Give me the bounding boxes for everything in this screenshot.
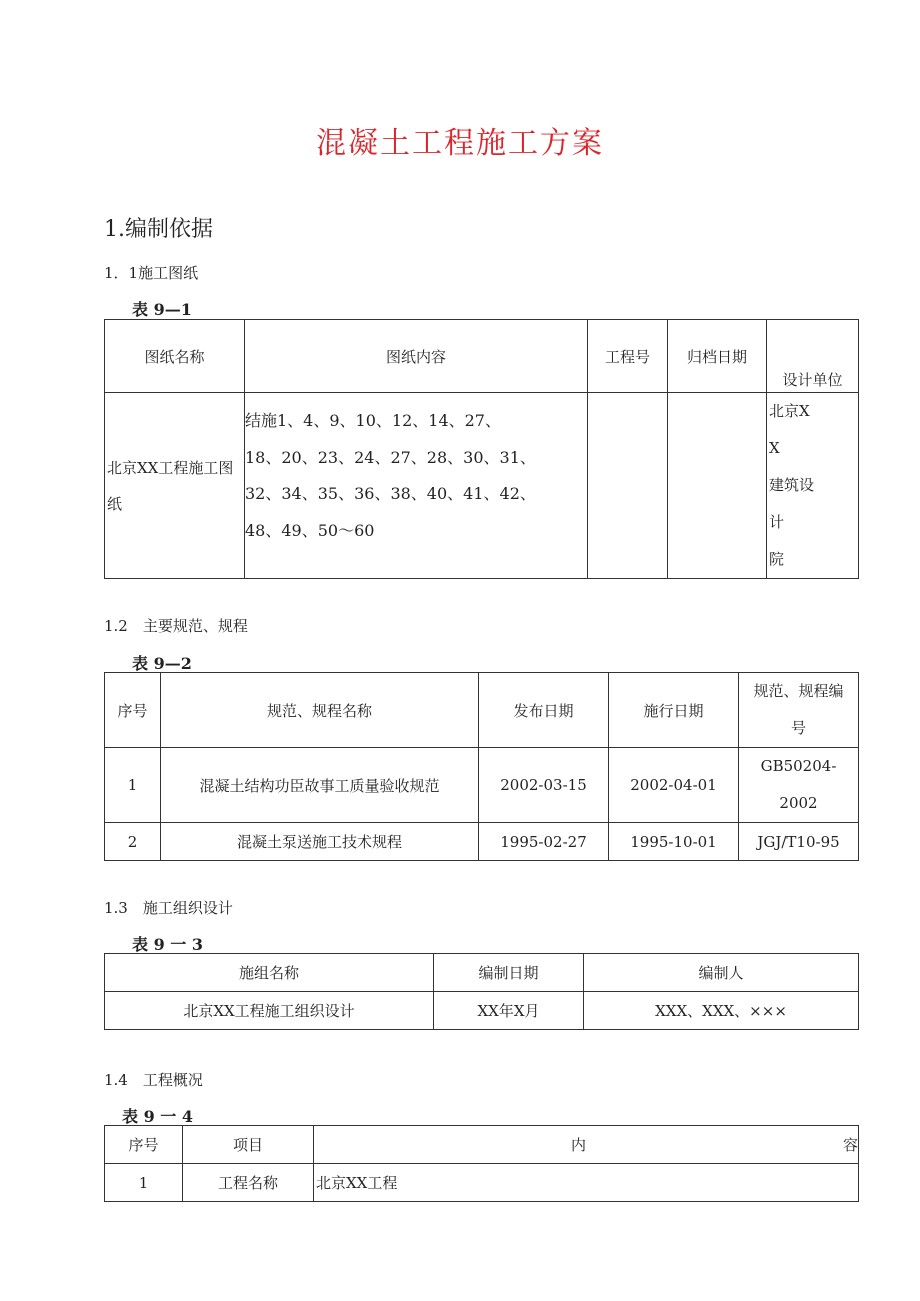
design-date: XX年X月 <box>434 992 584 1030</box>
designer-line: 建筑设 <box>769 476 815 494</box>
drawing-name: 北京XX工程施工图纸 <box>107 458 234 513</box>
row-number: 2 <box>105 823 161 861</box>
table-caption-9-3: 表 9 一 3 <box>132 935 203 954</box>
table-header: 规范、规程名称 <box>161 673 479 748</box>
table-caption-9-2: 表 9—2 <box>132 654 192 673</box>
table-header: 施组名称 <box>105 954 434 992</box>
row-number: 1 <box>105 1164 183 1202</box>
section-heading-1: 1.编制依据 <box>104 217 213 242</box>
drawing-content-line: 32、34、35、36、38、40、41、42、 <box>245 484 536 503</box>
publish-date: 1995-02-27 <box>479 823 609 861</box>
table-caption-9-4: 表 9 一 4 <box>122 1107 193 1126</box>
designer-line: 计 <box>769 513 785 531</box>
table-header: 编制人 <box>584 954 859 992</box>
designer-line: 北京X <box>769 402 810 420</box>
design-author: XXX、XXX、××× <box>584 992 859 1030</box>
code-line: 2002 <box>779 794 818 812</box>
table-header-content <box>314 1126 859 1164</box>
table-header <box>739 673 859 748</box>
standard-code: JGJ/T10-95 <box>739 823 859 861</box>
standards-table <box>104 672 859 861</box>
project-no-cell <box>588 393 668 579</box>
table-header: 设计单位 <box>767 320 859 393</box>
table-header: 工程号 <box>588 320 668 393</box>
designer-line: 院 <box>769 550 785 568</box>
subsection-heading-1-4: 1.4 工程概况 <box>104 1071 203 1089</box>
row-number: 1 <box>105 748 161 823</box>
effective-date: 2002-04-01 <box>609 748 739 823</box>
header-char: 内 <box>570 1136 586 1154</box>
item-content: 北京XX工程 <box>314 1164 859 1202</box>
table-caption-9-1: 表 9—1 <box>132 300 192 319</box>
drawing-content-line: 48、49、50～60 <box>245 520 375 540</box>
header-line: 规范、规程编 <box>753 682 844 700</box>
publish-date: 2002-03-15 <box>479 748 609 823</box>
construction-design-table <box>104 953 859 1030</box>
page-title: 混凝土工程施工方案 <box>316 126 604 161</box>
drawings-table <box>104 319 859 579</box>
standard-name: 混凝土结构功臣故事工质量验收规范 <box>161 748 479 823</box>
design-name: 北京XX工程施工组织设计 <box>105 992 434 1030</box>
header-line: 号 <box>790 719 806 737</box>
designer-cell <box>767 393 859 579</box>
table-header: 图纸内容 <box>245 320 588 393</box>
drawing-name-cell <box>105 393 245 579</box>
item-name: 工程名称 <box>183 1164 314 1202</box>
header-char: 容 <box>842 1136 858 1154</box>
subsection-heading-1-2: 1.2 主要规范、规程 <box>104 617 248 635</box>
table-header: 发布日期 <box>479 673 609 748</box>
table-header: 施行日期 <box>609 673 739 748</box>
drawing-content-line: 18、20、23、24、27、28、30、31、 <box>245 447 536 467</box>
table-header: 序号 <box>105 673 161 748</box>
table-header: 编制日期 <box>434 954 584 992</box>
table-header: 项目 <box>183 1126 314 1164</box>
code-line: GB50204- <box>760 757 837 775</box>
drawing-content-line: 结施1、4、9、10、12、14、27、 <box>245 411 501 430</box>
table-header: 序号 <box>105 1126 183 1164</box>
designer-line: X <box>769 439 780 457</box>
table-header: 图纸名称 <box>105 320 245 393</box>
standard-name: 混凝土泵送施工技术规程 <box>161 823 479 861</box>
drawing-content-cell <box>245 393 588 579</box>
table-header: 归档日期 <box>668 320 767 393</box>
standard-code <box>739 748 859 823</box>
effective-date: 1995-10-01 <box>609 823 739 861</box>
project-overview-table <box>104 1125 859 1202</box>
archive-date-cell <box>668 393 767 579</box>
subsection-heading-1-1: 1．1施工图纸 <box>104 264 199 282</box>
subsection-heading-1-3: 1.3 施工组织设计 <box>104 899 233 917</box>
